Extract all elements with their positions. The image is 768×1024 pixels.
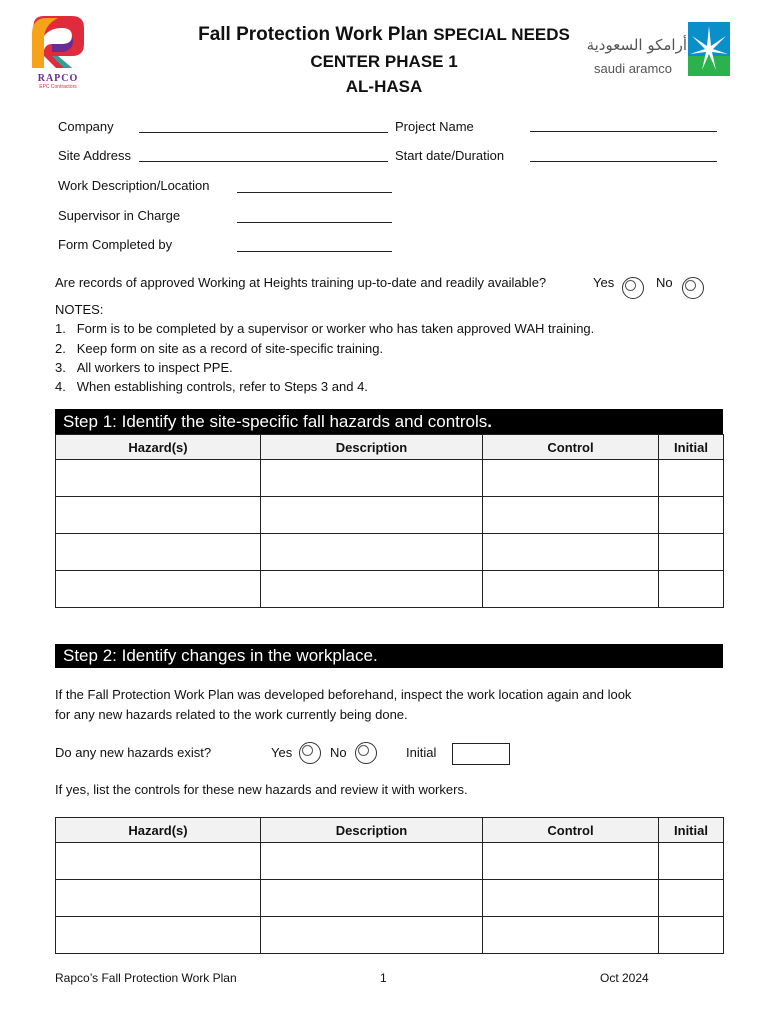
table-cell[interactable] [659,571,724,608]
table-row [56,497,724,534]
completed-by-label: Form Completed by [58,237,173,252]
step1-heading [55,409,723,434]
table-cell[interactable] [659,460,724,497]
footer-left: Rapco’s Fall Protection Work Plan [55,971,237,985]
notes-item: 2. Keep form on site as a record of site-specific training. [55,341,384,356]
page-number: 1 [380,971,387,985]
table-cell[interactable] [261,917,483,954]
table-cell[interactable] [483,571,659,608]
column-header-initial: Initial [659,818,724,843]
table-cell[interactable] [261,460,483,497]
table-header-row [56,435,724,460]
company-label: Company [58,119,114,134]
table-cell[interactable] [483,880,659,917]
table-cell[interactable] [56,571,261,608]
start-date-label: Start date/Duration [395,148,505,163]
table-row [56,571,724,608]
table-cell[interactable] [659,880,724,917]
table-row [56,534,724,571]
column-header-hazards: Hazard(s) [56,435,261,460]
notes-item: 3. All workers to inspect PPE. [55,360,233,375]
step1-title-period: . [487,412,493,431]
step2-table [55,817,724,954]
table-cell[interactable] [56,534,261,571]
notes-item: 4. When establishing controls, refer to Steps 3 and 4. [55,379,368,394]
table-cell[interactable] [659,843,724,880]
table-cell[interactable] [261,534,483,571]
project-name-label: Project Name [395,119,474,134]
company-field[interactable] [139,132,388,133]
training-yes-radio[interactable] [622,277,644,299]
title-line-2: CENTER PHASE 1 [310,52,458,71]
notes-item-text: All workers to inspect PPE. [76,360,233,375]
start-date-field[interactable] [530,161,717,162]
initial-input[interactable] [452,743,510,765]
rapco-logo-subtext: EPC Contractors [39,84,77,90]
notes-item-text: Form is to be completed by a supervisor or worker who has taken approved WAH training. [76,321,595,336]
table-cell[interactable] [56,460,261,497]
work-description-field[interactable] [237,192,392,193]
table-cell[interactable] [261,843,483,880]
training-no-radio[interactable] [682,277,704,299]
step2-paragraph-line2: for any new hazards related to the work currently being done. [55,707,408,722]
column-header-control: Control [483,818,659,843]
table-cell[interactable] [56,843,261,880]
title-main: Fall Protection Work Plan [198,24,428,45]
notes-item: 1. Form is to be completed by a supervisor or worker who has taken approved WAH training. [55,321,595,336]
initial-label: Initial [406,745,437,760]
column-header-control: Control [483,435,659,460]
table-row [56,917,724,954]
new-hazards-yes-label: Yes [271,745,293,760]
step1-table [55,434,724,608]
column-header-initial: Initial [659,435,724,460]
column-header-hazards: Hazard(s) [56,818,261,843]
training-yes-label: Yes [593,275,615,290]
table-cell[interactable] [56,917,261,954]
table-row [56,880,724,917]
table-cell[interactable] [261,571,483,608]
table-cell[interactable] [483,534,659,571]
new-hazards-no-radio[interactable] [355,742,377,764]
table-cell[interactable] [483,497,659,534]
rapco-logo-text: RAPCO [37,73,79,84]
table-cell[interactable] [261,497,483,534]
table-cell[interactable] [659,497,724,534]
table-cell[interactable] [483,843,659,880]
aramco-logo-text: saudi aramco [594,61,673,76]
table-cell[interactable] [56,497,261,534]
table-cell[interactable] [261,880,483,917]
title-line-3: AL-HASA [345,77,423,96]
table-cell[interactable] [56,880,261,917]
table-row [56,460,724,497]
new-hazards-yes-radio[interactable] [299,742,321,764]
step2-paragraph-line1: If the Fall Protection Work Plan was developed beforehand, inspect the work location again and look [55,687,632,702]
table-cell[interactable] [659,534,724,571]
footer-date: Oct 2024 [600,971,649,985]
table-cell[interactable] [483,460,659,497]
step2-heading: Step 2: Identify changes in the workplace. [55,644,723,668]
column-header-description: Description [261,818,483,843]
project-name-field[interactable] [530,131,717,132]
step1-title: Step 1: Identify the site-specific fall hazards and controls [63,412,488,431]
notes-item-text: Keep form on site as a record of site-specific training. [76,341,384,356]
training-question: Are records of approved Working at Heights training up-to-date and readily available? [55,275,547,290]
supervisor-field[interactable] [237,222,392,223]
aramco-logo [582,20,732,80]
column-header-description: Description [261,435,483,460]
new-hazards-question: Do any new hazards exist? [55,745,212,760]
table-cell[interactable] [659,917,724,954]
supervisor-label: Supervisor in Charge [58,208,181,223]
completed-by-field[interactable] [237,251,392,252]
table-row [56,843,724,880]
site-address-label: Site Address [58,148,131,163]
aramco-star-icon [688,22,730,76]
aramco-logo-arabic: أرامكو السعودية [586,36,687,54]
title-special: SPECIAL NEEDS [433,25,570,44]
table-header-row [56,818,724,843]
training-no-label: No [656,275,673,290]
site-address-field[interactable] [139,161,388,162]
table-cell[interactable] [483,917,659,954]
notes-item-text: When establishing controls, refer to Steps 3 and 4. [76,379,368,394]
work-description-label: Work Description/Location [58,178,210,193]
list-instruction: If yes, list the controls for these new hazards and review it with workers. [55,782,468,797]
new-hazards-no-label: No [330,745,347,760]
notes-heading: NOTES: [55,302,104,317]
